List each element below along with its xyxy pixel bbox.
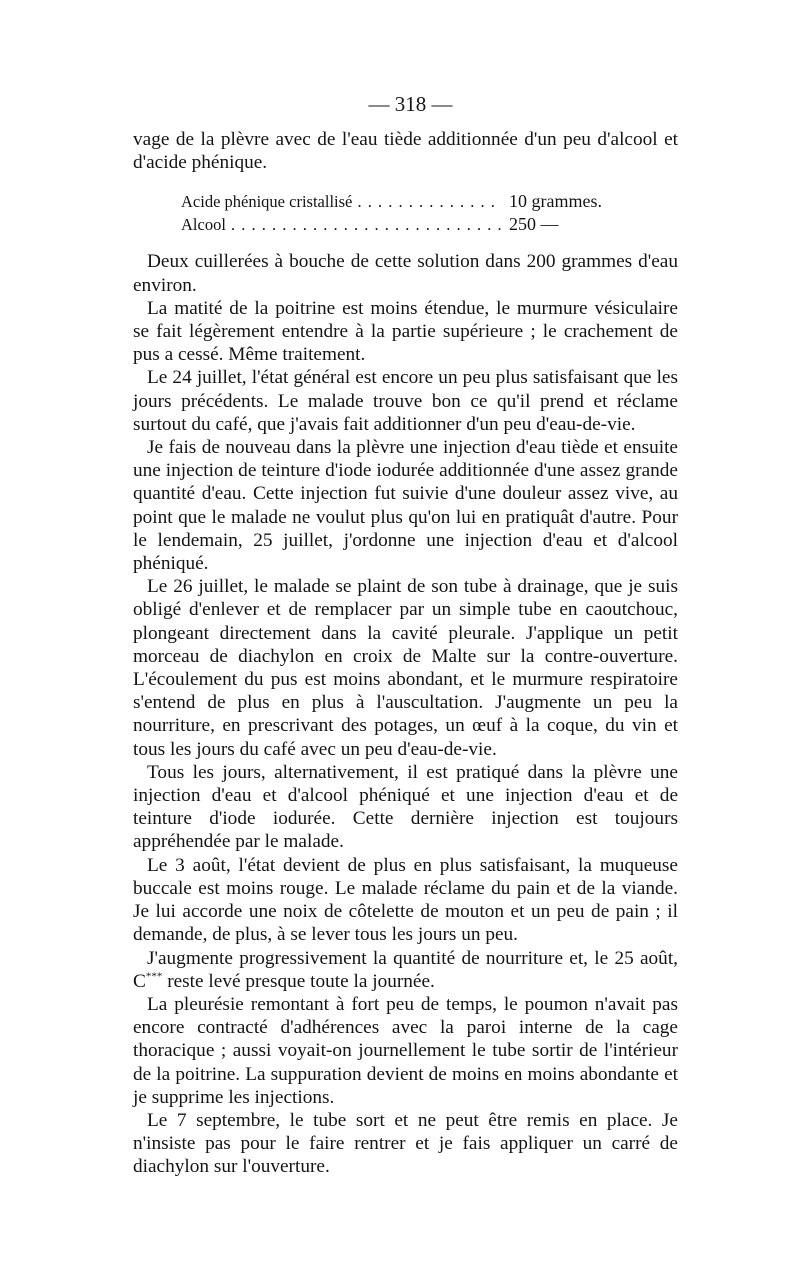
paragraph: Tous les jours, alternativement, il est pratiqué dans la plèvre une injection d'eau et d'alcool phéniqué et une injection d'eau et de teinture d'iode iodurée. Cette dernière injection est toujours appréhendée par le malade. <box>133 761 678 853</box>
paragraph: Le 26 juillet, le malade se plaint de son tube à drainage, que je suis obligé d'enlever et de remplacer par un simple tube en caoutchouc, plongeant directement dans la cavité pleurale. J'applique un petit morceau de diachylon en croix de Malte sur la contre-ouverture. L'écoulement du pus est moins abondant, et le murmure respiratoire s'entend de plus en plus à l'auscultation. J'augmente un peu la nourriture, en prescrivant des potages, un œuf à la coque, du vin et tous les jours du café avec un peu d'eau-de-vie. <box>133 576 678 760</box>
book-page <box>133 92 678 1179</box>
paragraph: Deux cuillerées à bouche de cette solution dans 200 grammes d'eau environ. <box>133 251 678 296</box>
paragraph: Le 3 août, l'état devient de plus en plus satisfaisant, la muqueuse buccale est moins rouge. Le malade réclame du pain et de la viande. Je lui accorde une noix de côtelette de mouton et un peu de pain ; il demande, de plus, à se lever tous les jours un peu. <box>133 854 678 946</box>
formula-table <box>181 190 678 236</box>
formula-ingredient: Acide phénique cristallisé . . . <box>181 191 501 213</box>
paragraph: La matité de la poitrine est moins étendue, le murmure vésiculaire se fait légèrement entendre à la partie supérieure ; le crachement de pus a cessé. Même traitement. <box>133 297 678 366</box>
superscript-asterisks: *** <box>145 970 163 983</box>
formula-quantity: 250 — <box>509 214 559 235</box>
formula-quantity: 10 grammes. <box>509 191 602 212</box>
page-number: — 318 — <box>368 92 453 116</box>
formula-row <box>181 190 678 213</box>
paragraph-text: reste levé presque toute la journée. <box>162 970 435 992</box>
paragraph: La pleurésie remontant à fort peu de temps, le poumon n'avait pas encore contracté d'adhérences avec la paroi interne de la cage thoracique ; aussi voyait-on journellement le tube sortir de l'intérieur de la poitrine. La suppuration devient de moins en moins abondante et je supprime les injections. <box>133 993 678 1108</box>
paragraph: Le 7 septembre, le tube sort et ne peut être remis en place. Je n'insiste pas pour le faire rentrer et je fais appliquer un carré de diachylon sur l'ouverture. <box>133 1109 678 1178</box>
paragraph: Le 24 juillet, l'état général est encore un peu plus satisfaisant que les jours précédents. Le malade trouve bon ce qu'il prend et réclame surtout du café, que j'avais fait additionner d'un peu d'eau-de-vie. <box>133 367 678 435</box>
formula-ingredient: Alcool . . . <box>181 214 501 236</box>
formula-row <box>181 213 678 236</box>
paragraph-continuation: vage de la plèvre avec de l'eau tiède additionnée d'un peu d'alcool et d'acide phénique. <box>133 129 678 174</box>
paragraph <box>133 947 678 993</box>
paragraph: Je fais de nouveau dans la plèvre une injection d'eau tiède et ensuite une injection de teinture d'iode iodurée additionnée d'une assez grande quantité d'eau. Cette injection fut suivie d'une douleur assez vive, au point que le malade ne voulut plus qu'on lui en pratiquât d'autre. Pour le lendemain, 25 juillet, j'ordonne une injection d'eau et d'alcool phéniqué. <box>133 437 678 575</box>
paragraph-text: J'augmente progressivement la quantité de nourriture et, le 25 août, C <box>133 947 678 992</box>
